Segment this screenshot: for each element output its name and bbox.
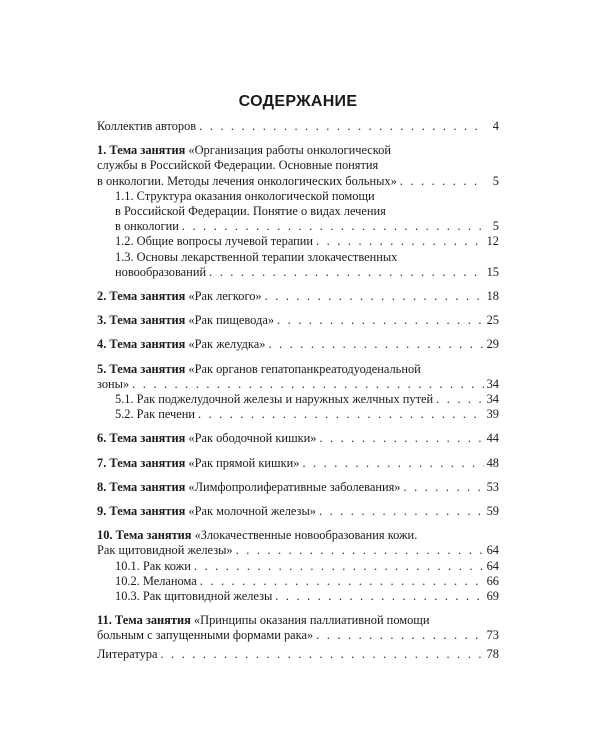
toc-entry-topic-4[interactable]: 4. Тема занятия «Рак желудка» . . . 29 (97, 337, 499, 352)
page-number: 48 (486, 455, 499, 470)
toc-entry-5-2[interactable]: 5.2. Рак печени . . . 39 (97, 407, 499, 422)
table-of-contents (97, 92, 499, 662)
page-number: 59 (486, 504, 499, 519)
toc-entry-topic-6[interactable]: 6. Тема занятия «Рак ободочной кишки» . . . 44 (97, 431, 499, 446)
page-number: 34 (486, 392, 499, 407)
toc-entry-10-1[interactable]: 10.1. Рак кожи . . . 64 (97, 559, 499, 574)
toc-entry-10-2[interactable]: 10.2. Меланома . . . 66 (97, 574, 499, 589)
toc-entry-authors[interactable]: Коллектив авторов . . . 4 (97, 119, 499, 134)
page-number: 69 (486, 589, 499, 604)
toc-entry-topic-7[interactable]: 7. Тема занятия «Рак прямой кишки» . . . 48 (97, 456, 499, 471)
toc-entry-topic-3[interactable]: 3. Тема занятия «Рак пищевода» . . . 25 (97, 313, 499, 328)
toc-entry-1-2[interactable]: 1.2. Общие вопросы лучевой терапии . . . 12 (97, 234, 499, 249)
page-number: 78 (486, 646, 499, 661)
toc-entry-5-1[interactable]: 5.1. Рак поджелудочной железы и наружных желчных путей . . . 34 (97, 392, 499, 407)
page-number: 64 (486, 543, 499, 558)
page-number: 12 (486, 234, 499, 249)
toc-entry-topic-11[interactable]: 11. Тема занятия «Принципы оказания паллиативной помощи больным с запущенными формами рака» . . . 73 (97, 613, 499, 643)
toc-entry-topic-2[interactable]: 2. Тема занятия «Рак легкого» . . . 18 (97, 289, 499, 304)
page-number: 34 (486, 376, 499, 391)
page-number: 64 (486, 558, 499, 573)
toc-entry-1-1[interactable]: 1.1. Структура оказания онкологической помощи в Российской Федерации. Понятие о видах лечения в онкологии . . . 5 (97, 189, 499, 235)
page-number: 29 (486, 337, 499, 352)
toc-entry-topic-1[interactable]: 1. Тема занятия «Организация работы онкологической службы в Российской Федерации. Основные понятия в онкологии. Методы лечения онкологических больных» . . . 5 (97, 143, 499, 189)
page-number: 73 (486, 628, 499, 643)
toc-entry-literature[interactable]: Литература . . . 78 (97, 647, 499, 662)
page-number: 5 (492, 219, 499, 234)
toc-entry-1-3[interactable]: 1.3. Основы лекарственной терапии злокачественных новообразований . . . 15 (97, 250, 499, 280)
page-number: 44 (486, 431, 499, 446)
toc-entry-topic-5[interactable]: 5. Тема занятия «Рак органов гепатопанкреатодуоденальной зоны» . . . 34 (97, 362, 499, 392)
page-number: 25 (486, 313, 499, 328)
page-number: 66 (486, 573, 499, 588)
page-number: 53 (486, 479, 499, 494)
page-number: 18 (486, 289, 499, 304)
page-number: 5 (492, 173, 499, 188)
page-number: 4 (492, 119, 499, 133)
toc-entry-topic-10[interactable]: 10. Тема занятия «Злокачественные новообразования кожи. Рак щитовидной железы» . . . 64 (97, 528, 499, 558)
page-title: СОДЕРЖАНИЕ (238, 93, 358, 110)
toc-entry-10-3[interactable]: 10.3. Рак щитовидной железы . . . 69 (97, 589, 499, 604)
toc-entry-topic-9[interactable]: 9. Тема занятия «Рак молочной железы» . . . 59 (97, 504, 499, 519)
toc-entry-topic-8[interactable]: 8. Тема занятия «Лимфопролиферативные заболевания» . . . 53 (97, 480, 499, 495)
page-number: 39 (486, 407, 499, 422)
page-number: 15 (486, 264, 499, 279)
